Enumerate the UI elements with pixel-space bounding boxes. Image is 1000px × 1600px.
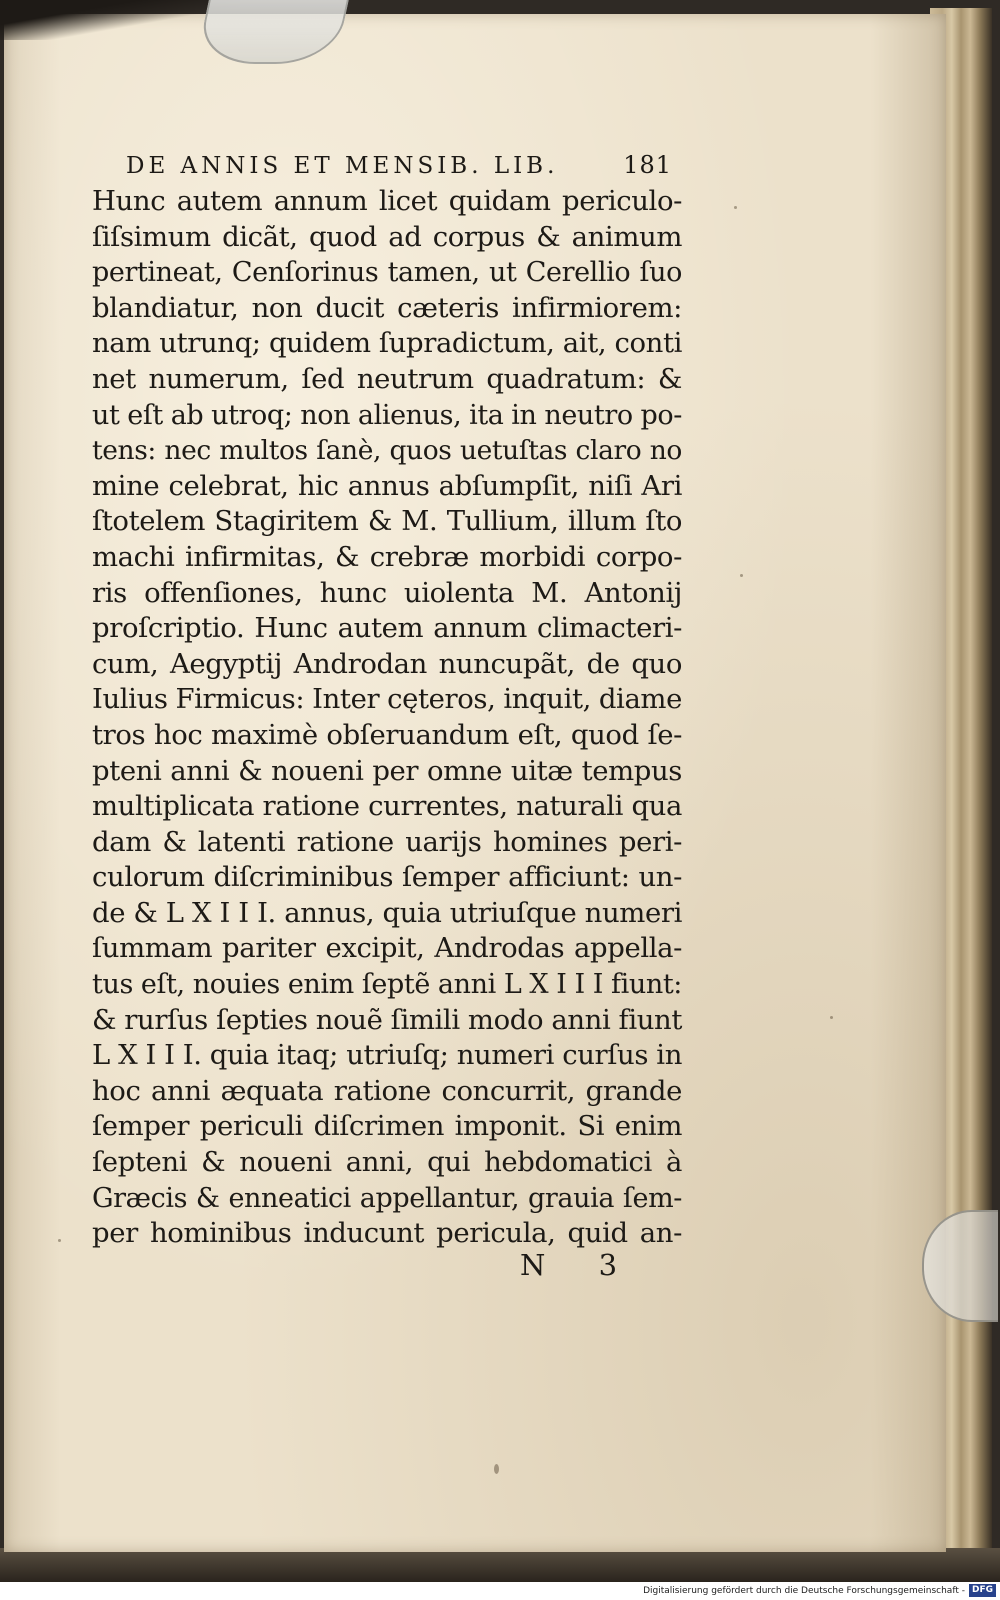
text-line: cum, Aegyptij Androdan nuncupãt, de quo (92, 647, 682, 680)
text-line: per hominibus inducunt pericula, quid an- (92, 1217, 682, 1250)
text-line: ut eſt ab utroq; non alienus, ita in neutro po- (92, 399, 682, 431)
text-line: pteni anni & noueni per omne uitæ tempus (92, 754, 682, 787)
text-line: & rurſus ſepties nouẽ ſimili modo anni fiunt (92, 1003, 682, 1036)
text-line: ſtotelem Stagiritem & M. Tullium, illum ſto (92, 505, 682, 538)
text-line: machi infirmitas, & crebræ morbidi corpo- (92, 540, 682, 573)
text-block (92, 146, 682, 1252)
running-head-title: DE ANNIS ET MENSIB. LIB. (126, 153, 559, 179)
text-line: tros hoc maximè obſeruandum eſt, quod ſe- (92, 718, 682, 751)
signature-mark: N 3 (520, 1248, 640, 1282)
running-head (126, 146, 672, 184)
text-line: Hunc autem annum licet quidam periculo- (92, 185, 682, 217)
text-line: nam utrunq; quidem ſupradictum, ait, conti (92, 327, 682, 360)
scan-bottom-band (0, 1548, 1000, 1582)
text-line: pertineat, Cenſorinus tamen, ut Cerellio ſuo (92, 257, 682, 289)
text-line: ſemper periculi diſcrimen imponit. Si enim (92, 1110, 682, 1143)
dfg-logo-icon: DFG (969, 1584, 996, 1597)
text-line: dam & latenti ratione uarijs homines peri- (92, 825, 682, 858)
text-line: proſcriptio. Hunc autem annum climacteri- (92, 612, 682, 645)
text-line: de & L X I I I. annus, quia utriuſque numeri (92, 896, 682, 929)
text-line: tus eſt, nouies enim ſeptẽ anni L X I I I fiunt: (92, 969, 682, 1001)
text-line: L X I I I. quia itaq; utriuſq; numeri curſus in (92, 1039, 682, 1072)
text-line: tens: nec multos ſanè, quos uetuſtas claro no (92, 435, 682, 467)
digitization-credit-bar (0, 1582, 1000, 1600)
body-text (92, 184, 682, 1252)
text-line: hoc anni æquata ratione concurrit, grande (92, 1074, 682, 1107)
text-line: Iulius Firmicus: Inter cęteros, inquit, diame (92, 683, 682, 716)
digitization-credit: Digitalisierung gefördert durch die Deutsche Forschungsgemeinschaft - (643, 1586, 965, 1596)
text-line: multiplicata ratione currentes, naturali qua (92, 790, 682, 823)
page-number: 181 (623, 151, 672, 179)
text-line: blandiatur, non ducit cæteris infirmiorem: (92, 291, 682, 324)
text-line: ſummam pariter excipit, Androdas appella- (92, 932, 682, 965)
text-line: ris offenſiones, hunc uiolenta M. Antonij (92, 576, 682, 609)
text-line: culorum diſcriminibus ſemper afficiunt: un- (92, 861, 682, 894)
text-line: ſiſsimum dicãt, quod ad corpus & animum (92, 220, 682, 253)
text-line: mine celebrat, hic annus abſumpſit, niſi Ari (92, 469, 682, 502)
text-line: ſepteni & noueni anni, qui hebdomatici à (92, 1146, 682, 1179)
text-line: net numerum, ſed neutrum quadratum: & (92, 362, 682, 395)
text-line: Græcis & enneatici appellantur, grauia ſem- (92, 1182, 682, 1214)
